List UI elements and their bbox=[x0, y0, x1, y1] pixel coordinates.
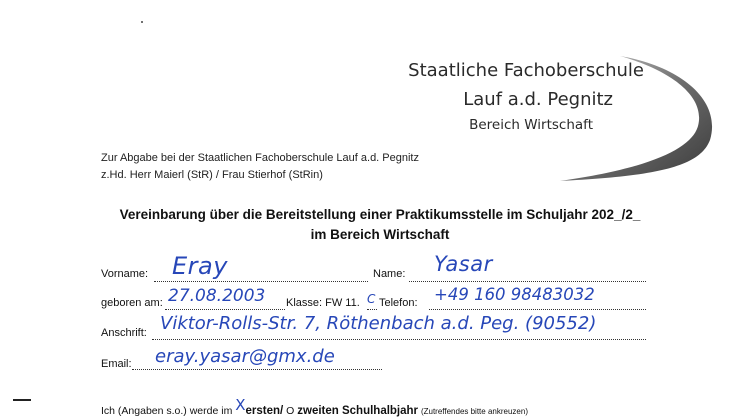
vorname-line bbox=[154, 281, 368, 282]
school-location: Lauf a.d. Pegnitz bbox=[463, 89, 613, 110]
anschrift-label: Anschrift: bbox=[101, 327, 147, 339]
scan-speck bbox=[141, 21, 143, 23]
geboren-label: geboren am: bbox=[101, 297, 163, 309]
vorname-value[interactable]: Eray bbox=[172, 252, 228, 280]
semester-checkmark[interactable]: X bbox=[235, 396, 246, 414]
semester-note: (Zutreffendes bitte ankreuzen) bbox=[420, 407, 528, 416]
semester-selection bbox=[101, 396, 528, 418]
semester-option-circle[interactable]: O bbox=[286, 405, 295, 417]
address-line-2: z.Hd. Herr Maierl (StR) / Frau Stierhof (StRin) bbox=[101, 169, 323, 181]
margin-mark bbox=[13, 399, 31, 401]
semester-option-first: ersten/ bbox=[245, 405, 284, 417]
klasse-value[interactable]: C bbox=[367, 292, 376, 306]
geboren-line bbox=[165, 309, 285, 310]
semester-option-second: zweiten Schulhalbjahr bbox=[297, 405, 419, 417]
address-line-1: Zur Abgabe bei der Staatlichen Fachoberschule Lauf a.d. Pegnitz bbox=[101, 152, 419, 164]
telefon-value[interactable]: +49 160 98483032 bbox=[434, 285, 595, 304]
email-label: Email: bbox=[101, 358, 132, 370]
anschrift-value[interactable]: Viktor-Rolls-Str. 7, Röthenbach a.d. Peg. (90552) bbox=[160, 313, 597, 334]
name-value[interactable]: Yasar bbox=[434, 252, 493, 276]
telefon-line bbox=[429, 309, 646, 310]
klasse-line bbox=[367, 309, 377, 310]
email-value[interactable]: eray.yasar@gmx.de bbox=[155, 346, 335, 367]
klasse-label: Klasse: FW 11. bbox=[286, 297, 360, 309]
form-title: Vereinbarung über die Bereitstellung einer Praktikumsstelle im Schuljahr 202_/2_ bbox=[119, 207, 641, 222]
school-name: Staatliche Fachoberschule bbox=[408, 60, 644, 81]
school-department: Bereich Wirtschaft bbox=[469, 117, 593, 133]
name-label: Name: bbox=[373, 268, 406, 280]
anschrift-line bbox=[152, 339, 646, 340]
semester-prefix: Ich (Angaben s.o.) werde im bbox=[101, 405, 233, 417]
geboren-value[interactable]: 27.08.2003 bbox=[168, 286, 266, 306]
email-line bbox=[132, 369, 382, 370]
form-subtitle: im Bereich Wirtschaft bbox=[310, 227, 450, 242]
telefon-label: Telefon: bbox=[379, 297, 418, 309]
name-line bbox=[409, 281, 646, 282]
vorname-label: Vorname: bbox=[101, 268, 149, 280]
